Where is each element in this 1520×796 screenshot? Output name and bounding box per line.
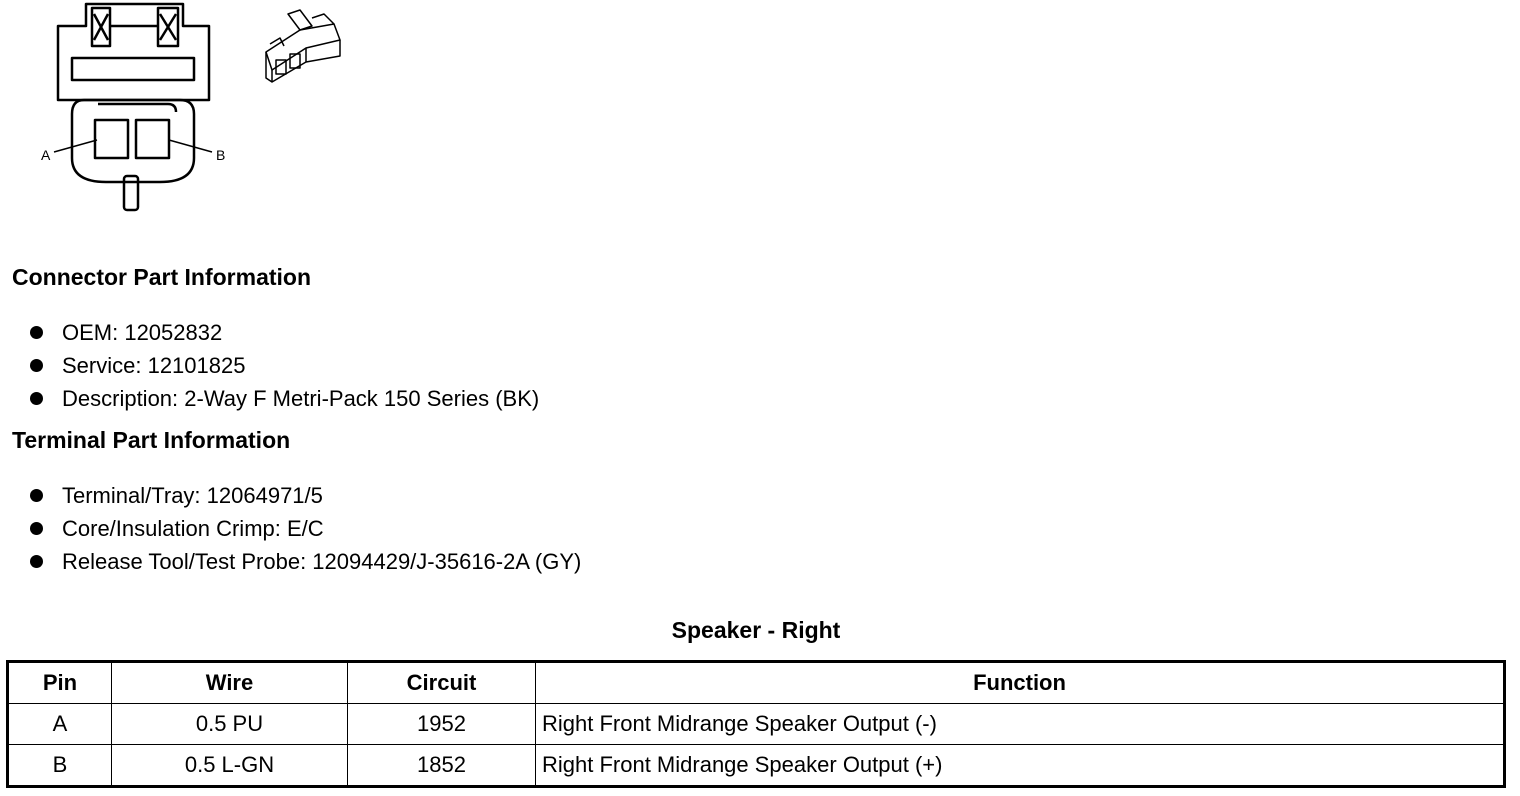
terminal-tray-text: Terminal/Tray: 12064971/5: [62, 483, 323, 508]
connector-diagram: [0, 0, 360, 230]
pinout-table: [6, 660, 1506, 788]
bullet-icon: [30, 489, 43, 502]
pin-a-label: A: [41, 147, 51, 163]
cell-function: Right Front Midrange Speaker Output (-): [536, 704, 1505, 745]
bullet-icon: [30, 392, 43, 405]
terminal-info-heading: Terminal Part Information: [12, 427, 291, 453]
header-wire: Wire: [112, 662, 348, 704]
list-item: [30, 382, 539, 415]
header-function: Function: [536, 662, 1505, 704]
bullet-icon: [30, 326, 43, 339]
cell-function: Right Front Midrange Speaker Output (+): [536, 745, 1505, 787]
list-item: [30, 512, 581, 545]
oem-text: OEM: 12052832: [62, 320, 223, 345]
table-row: [8, 745, 1505, 787]
cell-pin: B: [8, 745, 112, 787]
cell-pin: A: [8, 704, 112, 745]
cell-wire: 0.5 PU: [112, 704, 348, 745]
connector-info-heading: Connector Part Information: [12, 264, 312, 290]
release-tool-text: Release Tool/Test Probe: 12094429/J-35616-2A (GY): [62, 549, 582, 574]
cell-wire: 0.5 L-GN: [112, 745, 348, 787]
list-item: [30, 316, 539, 349]
cell-circuit: 1952: [348, 704, 536, 745]
connector-iso-icon: [266, 10, 340, 82]
list-item: [30, 545, 581, 578]
service-text: Service: 12101825: [62, 353, 246, 378]
cell-circuit: 1852: [348, 745, 536, 787]
table-title: Speaker - Right: [671, 617, 841, 643]
description-text: Description: 2-Way F Metri-Pack 150 Series (BK): [62, 386, 540, 411]
crimp-text: Core/Insulation Crimp: E/C: [62, 516, 324, 541]
bullet-icon: [30, 555, 43, 568]
bullet-icon: [30, 359, 43, 372]
header-circuit: Circuit: [348, 662, 536, 704]
bullet-icon: [30, 522, 43, 535]
table-row: [8, 704, 1505, 745]
connector-info-list: [30, 316, 539, 415]
list-item: [30, 479, 581, 512]
table-header-row: [8, 662, 1505, 704]
terminal-info-list: [30, 479, 581, 578]
pin-b-label: B: [216, 147, 226, 163]
header-pin: Pin: [8, 662, 112, 704]
list-item: [30, 349, 539, 382]
